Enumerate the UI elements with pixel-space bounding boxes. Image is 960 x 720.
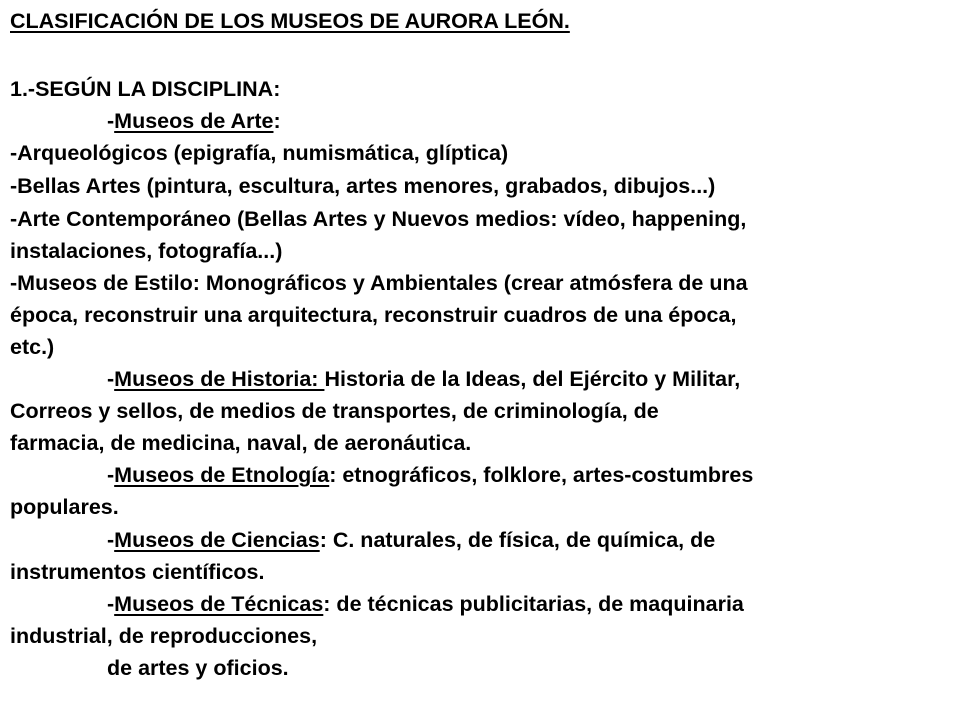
text-line: populares. (10, 495, 119, 519)
category-name: Museos de Arte (114, 109, 274, 133)
list-item: -Bellas Artes (pintura, escultura, artes menores, grabados, dibujos...) (10, 174, 716, 198)
dash: - (107, 109, 115, 133)
category-description: Historia de la Ideas, del Ejército y Militar, (324, 367, 741, 391)
category-name: Museos de Etnología (114, 463, 330, 487)
category-heading-ciencias (107, 527, 715, 554)
list-item: -Museos de Estilo: Monográficos y Ambientales (crear atmósfera de una (10, 271, 748, 295)
dash: - (107, 367, 115, 391)
category-description: : etnográficos, folklore, artes-costumbres (329, 463, 754, 487)
list-item: -Arqueológicos (epigrafía, numismática, glíptica) (10, 141, 509, 165)
text-line: de artes y oficios. (107, 656, 289, 680)
list-item: -Arte Contemporáneo (Bellas Artes y Nuevos medios: vídeo, happening, (10, 207, 747, 231)
dash: - (107, 463, 115, 487)
list-item: instalaciones, fotografía...) (10, 239, 283, 263)
category-description: : de técnicas publicitarias, de maquinaria (323, 592, 744, 616)
category-heading-etnologia (107, 462, 753, 489)
list-item: época, reconstruir una arquitectura, reconstruir cuadros de una época, (10, 303, 737, 327)
category-description: : C. naturales, de física, de química, de (319, 528, 716, 552)
category-name: Museos de Ciencias (114, 528, 320, 552)
text-line: instrumentos científicos. (10, 560, 265, 584)
section-heading: 1.-SEGÚN LA DISCIPLINA: (10, 77, 281, 101)
category-name: Museos de Técnicas (114, 592, 324, 616)
document-title: CLASIFICACIÓN DE LOS MUSEOS DE AURORA LEÓN. (10, 9, 570, 33)
category-heading-tecnicas (107, 591, 744, 618)
dash: - (107, 592, 115, 616)
text-line: industrial, de reproducciones, (10, 624, 318, 648)
dash: - (107, 528, 115, 552)
list-item: etc.) (10, 335, 55, 359)
colon: : (273, 109, 281, 133)
category-heading-arte (107, 108, 281, 135)
text-line: farmacia, de medicina, naval, de aeronáutica. (10, 431, 472, 455)
category-name: Museos de Historia: (114, 367, 325, 391)
text-line: Correos y sellos, de medios de transportes, de criminología, de (10, 399, 659, 423)
category-heading-historia (107, 366, 740, 393)
